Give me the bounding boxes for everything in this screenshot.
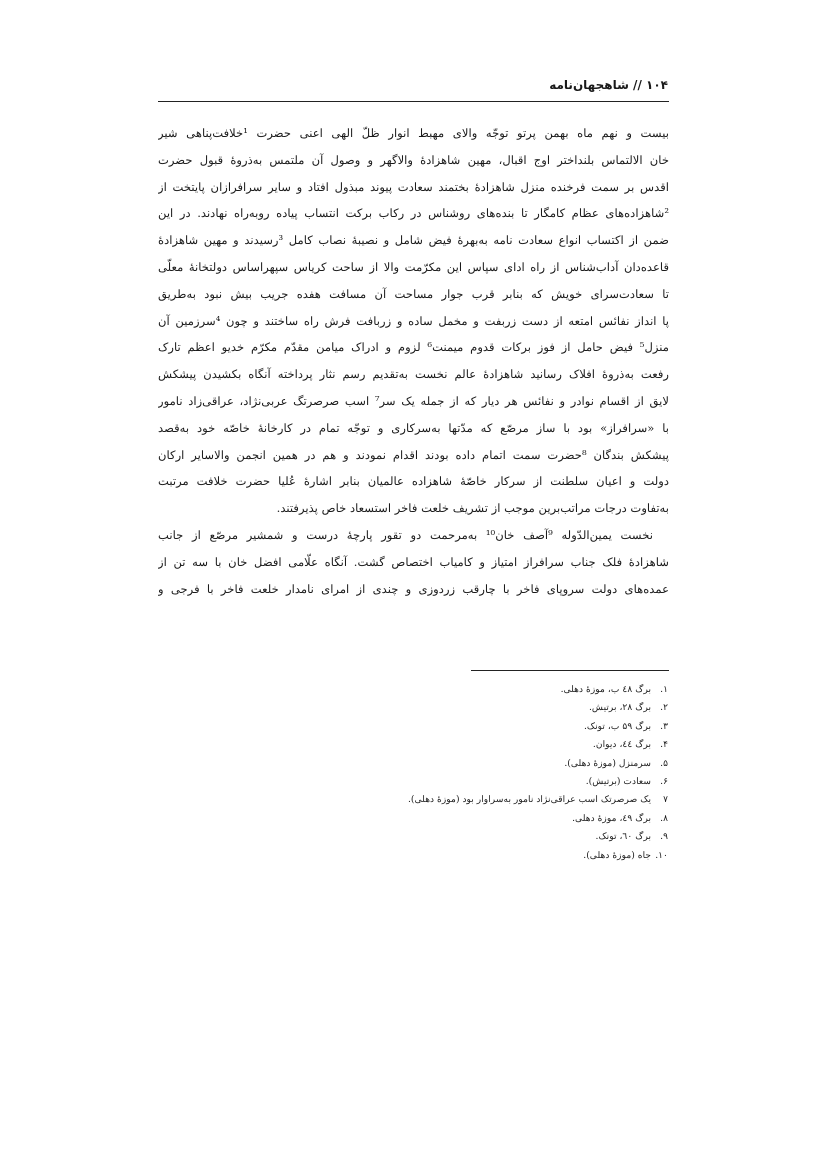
footnote-text: جاه (موزهٔ دهلی).: [583, 849, 652, 861]
text-line: رفعت به‌ذروهٔ افلاک رسانید شاهزادهٔ عالم نخست به‌تقدیم رسم نثار پرداخته آنگاه بکشیدن پیشکش: [158, 367, 669, 382]
footnote: [268, 773, 668, 791]
text-line: منزل⁵ فیض حامل از فوز برکات قدوم میمنت⁶ لزوم و ادراک میامن مقدّم مکرّم خدیو اعظم تارک: [158, 340, 669, 355]
footnote-text: برگ ٤٤، دیوان.: [592, 739, 652, 751]
footnote-text: برگ ٤٩، موزهٔ دهلی.: [572, 812, 652, 824]
footnote-number: ۱۰.: [655, 849, 668, 861]
footnote-rule: [471, 670, 669, 671]
footnote: [268, 847, 668, 865]
footnote-text: سرمنزل (موزهٔ دهلی).: [564, 757, 652, 769]
footnote-text: برگ ۲۸، برتیش.: [588, 702, 652, 714]
footnote-text: برگ ۵۹ ب، تونک.: [583, 720, 652, 732]
footnote-number: ۳.: [660, 720, 668, 732]
footnote-number: ۵.: [660, 757, 668, 769]
footnote-number: ۴.: [660, 739, 668, 751]
text-line: پیشکش بندگان ⁸حضرت سمت اتمام داده بودند اقدام نمودند و هم در همین انجمن والاسایر ارکان: [158, 447, 669, 462]
footnote-text: یک صرصرتک اسب عراقی‌نژاد نامور به‌سراوار بود (موزهٔ دهلی).: [407, 794, 652, 806]
running-head: ۱۰۴ // شاهجهان‌نامه: [549, 78, 668, 92]
text-line: ²شاهزاده‌های عظام کامگار تا بنده‌های روشناس در رکاب برکت انتساب پیاده روبه‌راه نهادند. در این: [158, 206, 669, 221]
text-line: اقدس بر سمت فرخنده منزل شاهزادهٔ بختمند سعادت پیوند مبذول افتاد و سایر سرافرازان پایتخت از: [158, 179, 669, 194]
footnote-text: برگ ٤٨ ب، موزهٔ دهلی.: [560, 684, 652, 695]
footnote: [268, 681, 668, 699]
footnote-number: ۱.: [660, 684, 668, 695]
footnote: [268, 736, 668, 754]
footnote-number: ۹.: [660, 831, 668, 843]
footnote: [268, 828, 668, 846]
footnote-number: ۷: [663, 794, 668, 806]
body-text: [158, 120, 669, 602]
footnote: [268, 699, 668, 717]
footnotes: [268, 681, 668, 865]
footnote-number: ۸.: [660, 812, 668, 824]
text-line: لایق از اقسام نوادر و نفائس هر دیار که از جمله یک سر⁷ اسب صرصرتگ عربی‌نژاد، عراقی‌زاد نامور: [158, 393, 669, 408]
text-line: نخست یمین‌الدّوله ⁹آصف خان¹⁰ به‌مرحمت دو تقور پارچهٔ درست و شمشیر مرصّع از جانب: [158, 527, 653, 542]
text-line: قاعده‌دان آداب‌شناس از راه ادای سپاس این مکرّمت والا از ساحت کریاس سپهراساس دولتخانهٔ معلّی: [158, 259, 669, 274]
text-line: خان الالتماس بلنداختر اوج اقبال، مهین شاهزادهٔ والاگهر و وصول آن ملتمس به‌ذروهٔ قبول حضرت: [158, 152, 669, 167]
footnote: [268, 791, 668, 809]
text-line: به‌تفاوت درجات مراتب‌برین موجب از تشریف خلعت فاخر استسعاد خاص پذیرفتند.: [276, 501, 669, 516]
text-line: تا سعادت‌سرای خویش که بنابر قرب جوار مساحت آن مسافت هفده جریب بیش نبود به‌طریق: [158, 286, 669, 301]
footnote: [268, 718, 668, 736]
text-line: شاهزادهٔ فلک جناب سرافراز امتیاز و کامیاب اختصاص گشت. آنگاه علّامی افضل خان با سه تن از: [158, 554, 669, 569]
text-line: ضمن از اکتساب انواع سعادت نامه به‌بهرهٔ فیض شامل و نصیبهٔ نصاب کامل ³رسیدند و مهین شاهزادهٔ: [158, 233, 669, 248]
text-line: دولت و اعیان سلطنت از سرکار خاصّهٔ شاهزاده عالمیان بنابر اشارهٔ عُلیا حضرت خلافت مرتبت: [158, 474, 669, 489]
footnote-number: ۶.: [660, 775, 668, 787]
footnote-number: ۲.: [660, 702, 668, 714]
text-line: بیست و نهم ماه بهمن پرتو توجّه والای مهبط انوار ظلّ الهی اعنی حضرت ¹خلافت‌پناهی شیر: [158, 126, 669, 140]
text-line: عمده‌های دولت سروپای فاخر با چارقب زردوزی و چندی از امرای نامدار خلعت فاخر با فرجی و: [158, 581, 669, 596]
footnote: [268, 810, 668, 828]
text-line: با «سرافراز» بود با ساز مرصّع که مدّتها به‌سرکاری و توجّه تمام در کارخانهٔ خاصّه خود به‌قصد: [158, 420, 669, 435]
footnote-text: برگ ٦٠، تونک.: [595, 831, 652, 843]
footnote: [268, 755, 668, 773]
footnote-text: سعادت (برتیش).: [585, 775, 652, 787]
header-rule: [158, 101, 669, 102]
text-line: پا انداز نفائس امتعه از دست زربفت و مخمل ساده و زربافت فرش راه ساختند و چون ⁴سرزمین آن: [158, 313, 669, 328]
